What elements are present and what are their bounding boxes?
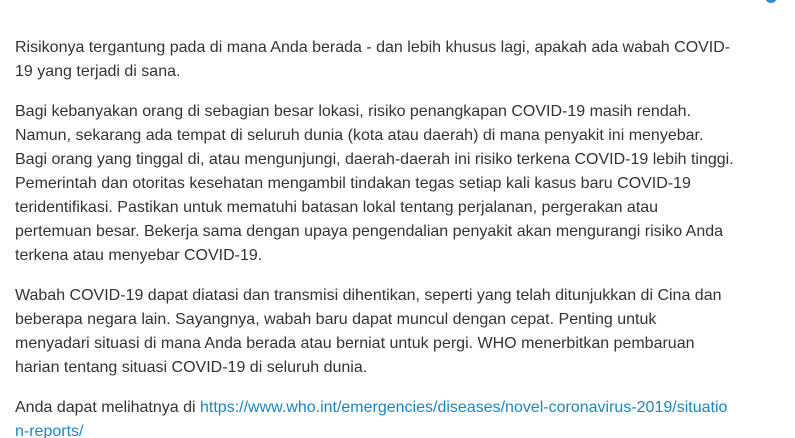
link-intro-text: Anda dapat melihatnya di bbox=[15, 399, 201, 416]
paragraph-link bbox=[15, 396, 735, 438]
corner-indicator-icon bbox=[765, 0, 777, 3]
article-content bbox=[15, 36, 735, 438]
paragraph-risk: Risikonya tergantung pada di mana Anda berada - dan lebih khusus lagi, apakah ada wabah COVID-19 yang terjadi di sana. bbox=[15, 39, 731, 80]
situation-reports-link[interactable]: https://www.who.int/emergencies/diseases/novel-coronavirus-2019/situation-reports/ bbox=[15, 399, 728, 438]
paragraph-local-risk: Bagi kebanyakan orang di sebagian besar lokasi, risiko penangkapan COVID-19 masih rendah. Namun, sekarang ada tempat di seluruh dunia (kota atau daerah) di mana penyakit ini menyebar. Bagi orang yang tinggal di, atau mengunjungi, daerah-daerah ini risiko terkena COVID-19 lebih tinggi. Pemerintah dan otoritas kesehatan mengambil tindakan tegas setiap kali kasus baru COVID-19 teridentifikasi. Pastikan untuk mematuhi batasan lokal tentang perjalanan, pergerakan atau pertemuan besar. Bekerja sama dengan upaya pengendalian penyakit akan mengurangi risiko Anda terkena atau menyebar COVID-19. bbox=[15, 103, 734, 264]
paragraph-outbreak: Wabah COVID-19 dapat diatasi dan transmisi dihentikan, seperti yang telah ditunjukkan di Cina dan beberapa negara lain. Sayangnya, wabah baru dapat muncul dengan cepat. Penting untuk menyadari situasi di mana Anda berada atau berniat untuk pergi. WHO menerbitkan pembaruan harian tentang situasi COVID-19 di seluruh dunia. bbox=[15, 287, 722, 376]
